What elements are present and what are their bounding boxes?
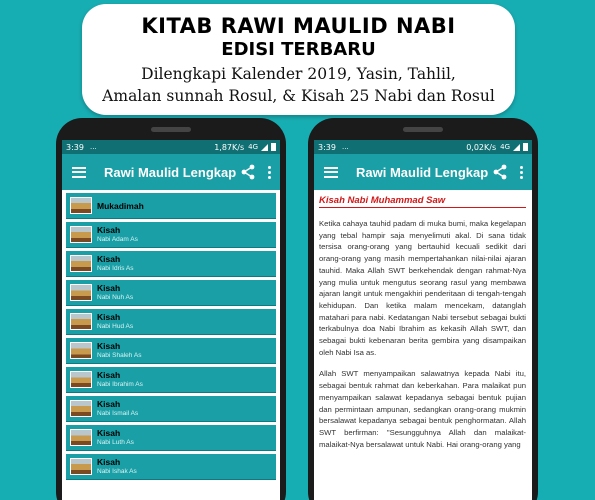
item-title: Kisah — [97, 253, 121, 264]
battery-icon — [523, 143, 528, 151]
item-title: Kisah — [97, 427, 121, 438]
list-item[interactable] — [66, 309, 276, 335]
list-item[interactable] — [66, 222, 276, 248]
banner-line-1: Dilengkapi Kalender 2019, Yasin, Tahlil, — [141, 65, 456, 83]
book-thumbnail-icon — [70, 429, 92, 446]
status-time: 3:39 — [66, 142, 84, 152]
book-thumbnail-icon — [70, 313, 92, 330]
item-title: Kisah — [97, 311, 121, 322]
list-item[interactable] — [66, 367, 276, 393]
book-thumbnail-icon — [70, 458, 92, 475]
phone-screen — [314, 140, 532, 500]
item-title: Mukadimah — [97, 200, 144, 211]
battery-icon — [271, 143, 276, 151]
status-notification-dots: ... — [89, 143, 97, 151]
item-subtitle: Nabi Nuh As — [97, 293, 134, 301]
signal-icon — [513, 144, 520, 151]
status-network: 4G — [248, 143, 258, 151]
hamburger-menu-icon[interactable] — [72, 167, 86, 178]
status-bar — [62, 140, 280, 154]
status-time: 3:39 — [318, 142, 336, 152]
story-heading: Kisah Nabi Muhammad Saw — [319, 195, 526, 208]
item-subtitle: Nabi Adam As — [97, 235, 138, 243]
story-paragraph: Ketika cahaya tauhid padam di muka bumi, maka kegelapan yang tebal hampir saja menyelimuti akal. Di sana tidak tersisa orang-orang yang bertauhid kecuali sedikit dari orang-orang yang masih mempertahankan nilai-nilai ajaran tauhid. Maka Allah SWT berkehendak dengan rahmat-Nya yang mulia untuk mengutus seorang rasul yang membawa ajaran langit untuk mengakhiri penderitaan di tengah-tengah kehidupan. Dan ketika malam mencekam, datanglah matahari para nabi. Kedatangan Nabi tersebut sebagai bukti terkabulnya doa Nabi Ibrahim as kekasih Allah SWT, dan sebagai bukti kebenaran berita gembira yang disampaikan oleh Nabi Isa as. — [319, 219, 526, 357]
phone-screen — [62, 140, 280, 500]
list-item[interactable] — [66, 396, 276, 422]
book-thumbnail-icon — [70, 255, 92, 272]
banner-title: KITAB RAWI MAULID NABI — [141, 14, 456, 38]
app-title: Rawi Maulid Lengkap — [104, 164, 237, 180]
book-thumbnail-icon — [70, 284, 92, 301]
list-item[interactable] — [66, 425, 276, 451]
item-subtitle: Nabi Ismail As — [97, 409, 139, 417]
item-subtitle: Nabi Ibrahim As — [97, 380, 143, 388]
story-list — [62, 190, 280, 480]
list-item[interactable] — [66, 251, 276, 277]
book-thumbnail-icon — [70, 226, 92, 243]
status-notification-dots: ... — [341, 143, 349, 151]
more-vertical-icon[interactable] — [268, 166, 272, 179]
phone-speaker — [151, 127, 191, 132]
status-speed: 0,02K/s — [466, 142, 497, 152]
item-title: Kisah — [97, 369, 121, 380]
phone-right — [308, 118, 538, 500]
status-speed: 1,87K/s — [214, 142, 245, 152]
signal-icon — [261, 144, 268, 151]
banner-subtitle: EDISI TERBARU — [221, 39, 376, 60]
item-subtitle: Nabi Shaleh As — [97, 351, 142, 359]
status-bar — [314, 140, 532, 154]
item-subtitle: Nabi Idris As — [97, 264, 134, 272]
share-icon[interactable] — [240, 164, 256, 180]
item-title: Kisah — [97, 340, 121, 351]
banner-line-2: Amalan sunnah Rosul, & Kisah 25 Nabi dan Rosul — [102, 87, 495, 105]
more-vertical-icon[interactable] — [520, 166, 524, 179]
hamburger-menu-icon[interactable] — [324, 167, 338, 178]
item-title: Kisah — [97, 282, 121, 293]
list-item[interactable] — [66, 338, 276, 364]
promo-banner — [82, 4, 515, 115]
item-subtitle: Nabi Ishak As — [97, 467, 137, 475]
list-item[interactable] — [66, 280, 276, 306]
list-item-mukadimah[interactable] — [66, 193, 276, 219]
book-thumbnail-icon — [70, 197, 92, 214]
item-subtitle: Nabi Luth As — [97, 438, 134, 446]
book-thumbnail-icon — [70, 400, 92, 417]
status-network: 4G — [500, 143, 510, 151]
book-thumbnail-icon — [70, 371, 92, 388]
app-bar — [314, 154, 532, 190]
item-title: Kisah — [97, 456, 121, 467]
story-content — [314, 190, 532, 450]
story-paragraph: Allah SWT menyampaikan salawatnya kepada Nabi itu, sebagai bentuk rahmat dan keberkahan. Para malaikat pun menyampaikan salawat kepadanya sebagai bentuk pujian dan permintaan ampunan, sedangkan orang-orang mukmin bersalawat kepadanya sebagai bentuk penghormatan. Allah SWT berfirman: "Sesungguhnya Allah dan malaikat-malaikat-Nya bersalawat untuk Nabi. Hai orang-orang yang — [319, 369, 526, 449]
book-thumbnail-icon — [70, 342, 92, 359]
item-subtitle: Nabi Hud As — [97, 322, 134, 330]
app-title: Rawi Maulid Lengkap — [356, 164, 489, 180]
item-title: Kisah — [97, 398, 121, 409]
item-title: Kisah — [97, 224, 121, 235]
list-item[interactable] — [66, 454, 276, 480]
phone-speaker — [403, 127, 443, 132]
phone-left — [56, 118, 286, 500]
app-bar — [62, 154, 280, 190]
share-icon[interactable] — [492, 164, 508, 180]
